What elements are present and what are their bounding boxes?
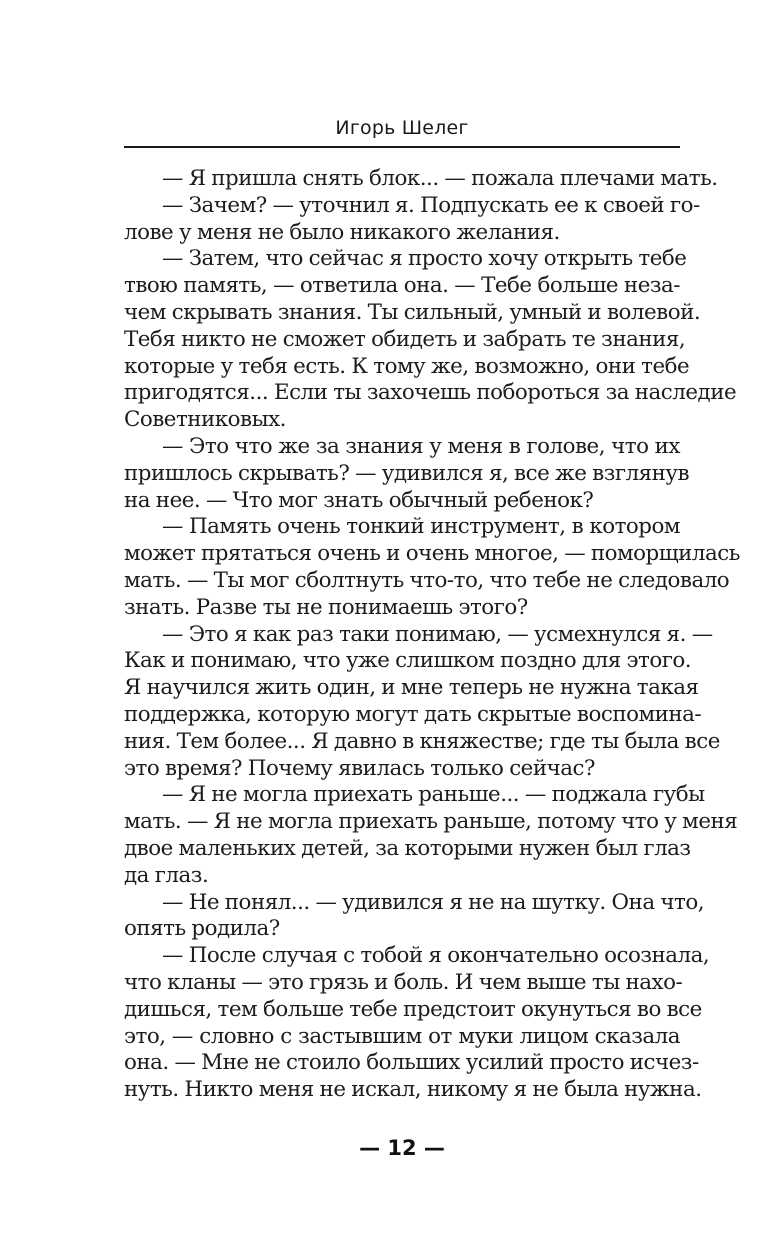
text-line: она. — Мне не стоило больших усилий просто исчез- [124,1050,699,1076]
text-line: знать. Разве ты не понимаешь этого? [124,594,528,620]
text-line: — Я пришла снять блок... — пожала плечами мать. [162,166,718,191]
text-line: твою память, — ответила она. — Тебе больше неза- [124,273,680,299]
text-line: — Зачем? — уточнил я. Подпускать ее к своей го- [162,192,700,218]
text-line: — Память очень тонкий инструмент, в котором [162,514,680,540]
text-line: пришлось скрывать? — удивился я, все же взглянув [124,460,690,486]
text-line: пригодятся... Если ты захочешь побороться за наследие [124,380,737,406]
text-line: мать. — Ты мог сболтнуть что-то, что тебе не следовало [124,567,730,593]
text-line: лове у меня не было никакого желания. [124,219,560,245]
text-line: которые у тебя есть. К тому же, возможно, они тебе [124,353,690,379]
running-head-author: Игорь Шелег [335,117,469,139]
text-line: да глаз. [124,862,209,888]
text-line: ния. Тем более... Я давно в княжестве; где ты была все [124,728,720,754]
text-line: Тебя никто не сможет обидеть и забрать те знания, [124,326,686,352]
page-number: — 12 — [359,1136,445,1160]
text-line: — Затем, что сейчас я просто хочу открыть тебе [162,246,687,272]
body-text [124,166,740,1104]
text-line: — Не понял... — удивился я не на шутку. Она что, [162,889,705,915]
text-line: — Это что же за знания у меня в голове, что их [162,433,680,459]
text-line: что кланы — это грязь и боль. И чем выше ты нахо- [124,969,683,995]
text-line: двое маленьких детей, за которыми нужен был глаз [124,835,691,861]
text-line: на нее. — Что мог знать обычный ребенок? [124,487,594,513]
text-line: это, — словно с застывшим от муки лицом сказала [124,1023,680,1049]
text-line: дишься, тем больше тебе предстоит окунуться во все [124,996,702,1022]
text-line: Я научился жить один, и мне теперь не нужна такая [124,675,699,701]
text-line: нуть. Никто меня не искал, никому я не была нужна. [124,1077,702,1103]
text-line: — После случая с тобой я окончательно осознала, [162,943,710,969]
text-line: это время? Почему явилась только сейчас? [124,755,595,781]
text-line: мать. — Я не могла приехать раньше, потому что у меня [124,809,738,835]
header-rule [124,146,680,148]
text-line: чем скрывать знания. Ты сильный, умный и волевой. [124,299,701,325]
text-line: — Я не могла приехать раньше... — поджала губы [162,782,705,808]
text-line: Как и понимаю, что уже слишком поздно для этого. [124,648,692,674]
text-line: Советниковых. [124,407,286,433]
text-line: может прятаться очень и очень многое, — поморщилась [124,541,740,567]
text-line: опять родила? [124,916,280,942]
text-line: — Это я как раз таки понимаю, — усмехнулся я. — [162,621,713,647]
text-line: поддержка, которую могут дать скрытые воспомина- [124,701,702,727]
